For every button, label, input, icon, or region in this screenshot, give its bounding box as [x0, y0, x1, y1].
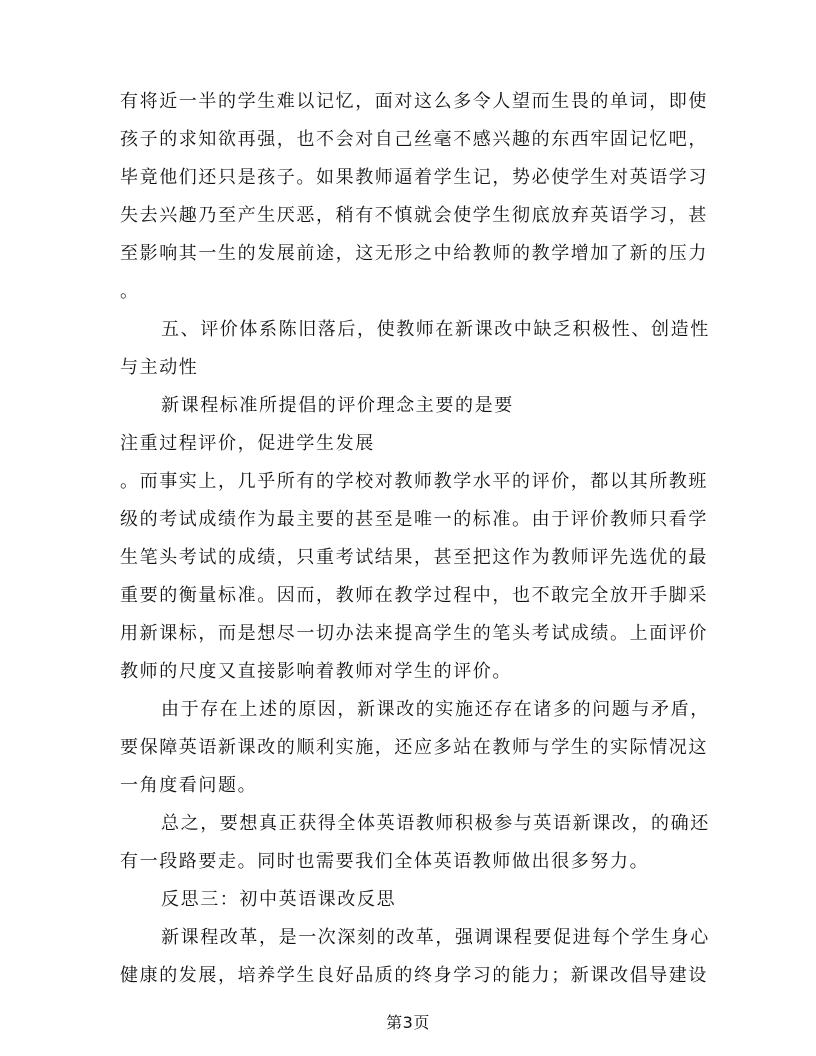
- text-line: 由于存在上述的原因，新课改的实施还存在诸多的问题与矛盾，: [161, 699, 710, 720]
- text-line: 有将近一半的学生难以记忆，面对这么多令人望而生畏的单词，即使: [120, 91, 708, 112]
- text-line: 生笔头考试的成绩，只重考试结果，甚至把这作为教师评先选优的最: [120, 547, 708, 568]
- document-body: [120, 91, 710, 1004]
- text-line: 失去兴趣乃至产生厌恶，稍有不慎就会使学生彻底放弃英语学习，甚: [120, 205, 708, 226]
- text-line: 至影响其一生的发展前途，这无形之中给教师的教学增加了新的压力: [120, 243, 708, 264]
- reflection-heading: 反思三：初中英语课改反思: [161, 889, 397, 910]
- text-line: 孩子的求知欲再强，也不会对自己丝毫不感兴趣的东西牢固记忆吧，: [120, 129, 708, 150]
- text-line: 有一段路要走。同时也需要我们全体英语教师做出很多努力。: [120, 851, 650, 872]
- text-line: 用新课标，而是想尽一切办法来提高学生的笔头考试成绩。上面评价: [120, 623, 708, 644]
- page-number: 第3页: [386, 1013, 430, 1032]
- text-line: 教师的尺度又直接影响着教师对学生的评价。: [120, 661, 512, 682]
- text-line: 新课程标准所提倡的评价理念主要的是要: [161, 395, 514, 416]
- text-line: 注重过程评价，促进学生发展: [120, 433, 375, 454]
- text-line: 毕竟他们还只是孩子。如果教师逼着学生记，势必使学生对英语学习: [120, 167, 708, 188]
- text-line: 新课程改革，是一次深刻的改革，强调课程要促进每个学生身心: [161, 927, 710, 948]
- text-line: 健康的发展，培养学生良好品质的终身学习的能力；新课改倡导建设: [120, 965, 708, 986]
- text-line: 级的考试成绩作为最主要的甚至是唯一的标准。由于评价教师只看学: [120, 509, 708, 530]
- section-heading: 五、评价体系陈旧落后，使教师在新课改中缺乏积极性、创造性: [161, 319, 710, 340]
- text-line: 总之，要想真正获得全体英语教师积极参与英语新课改，的确还: [161, 813, 710, 834]
- text-line: 要保障英语新课改的顺利实施，还应多站在教师与学生的实际情况这: [120, 737, 708, 758]
- text-line: 重要的衡量标准。因而，教师在教学过程中，也不敢完全放开手脚采: [120, 585, 708, 606]
- section-heading-continued: 与主动性: [120, 357, 199, 378]
- text-line: 一角度看问题。: [120, 775, 258, 796]
- text-line: 。而事实上，几乎所有的学校对教师教学水平的评价，都以其所教班: [120, 471, 708, 492]
- text-line: 。: [120, 281, 140, 302]
